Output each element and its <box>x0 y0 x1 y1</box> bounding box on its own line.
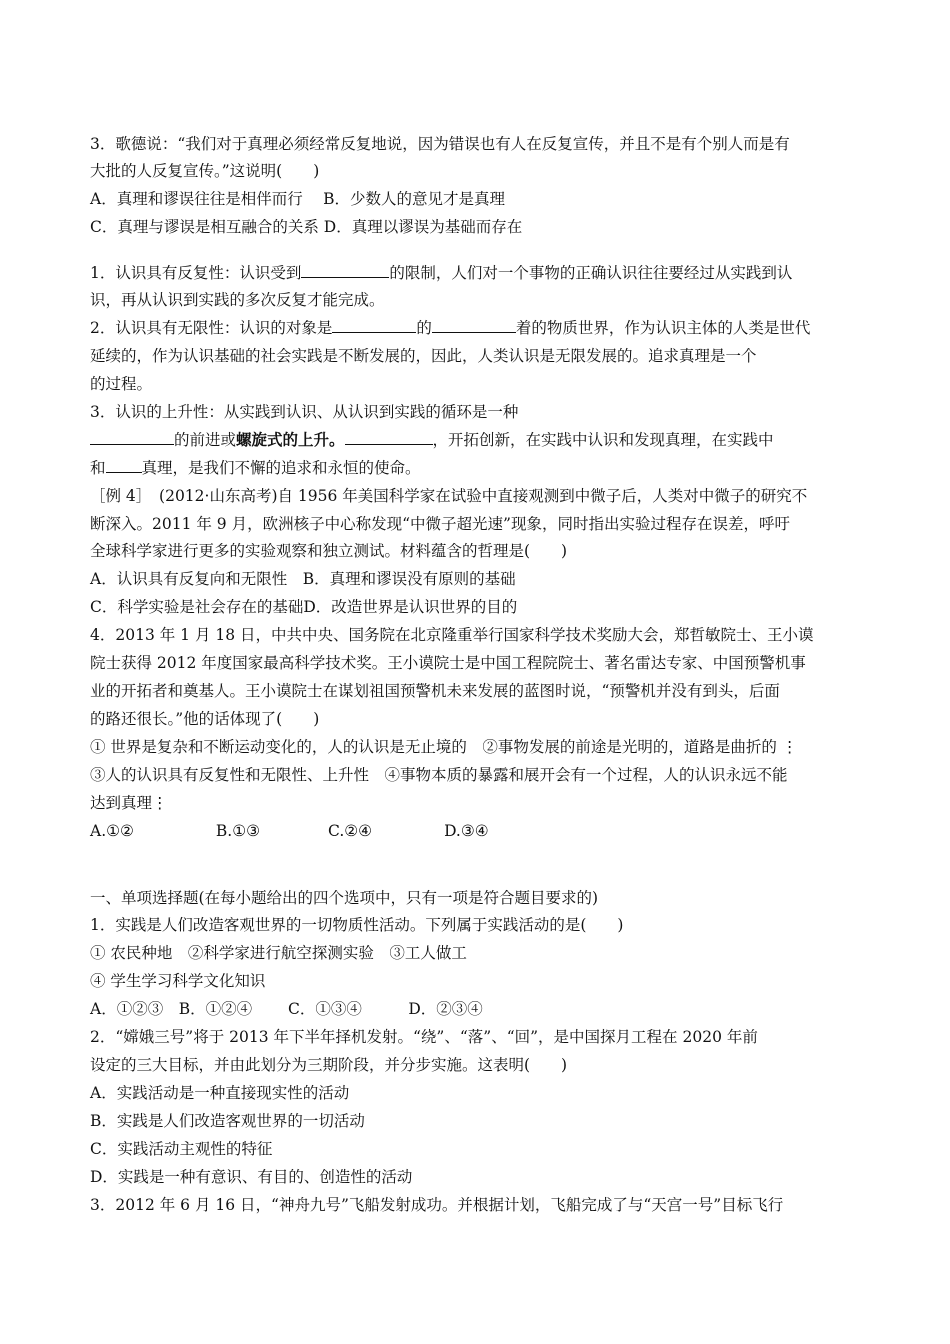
question-4-line-2: 院士获得 2012 年度国家最高科学技术奖。王小谟院士是中国工程院院士、著名雷达专家、中国预警机事 <box>90 654 806 672</box>
choice-d: D.③④ <box>444 822 489 840</box>
practice-question-1-choices: A．①②③ B．①②④ C．①③④ D．②③④ <box>90 1000 483 1018</box>
question-4-line-4: 的路还很长。”他的话体现了( ) <box>90 710 320 728</box>
practice-question-2-option-b: B．实践是人们改造客观世界的一切活动 <box>90 1112 365 1130</box>
practice-question-2-line-1: 2．“嫦娥三号”将于 2013 年下半年择机发射。“绕”、“落”、“回”，是中国探月工程在 2020 年前 <box>90 1028 758 1046</box>
practice-question-2-option-c: C．实践活动主观性的特征 <box>90 1140 273 1158</box>
goethe-options-cd: C．真理与谬误是相互融合的关系 D．真理以谬误为基础而存在 <box>90 218 523 236</box>
goethe-question-line-1: 3．歌德说：“我们对于真理必须经常反复地说，因为错误也有人在反复宣传，并且不是有个别人而是有 <box>90 135 790 153</box>
practice-question-2-option-a: A．实践活动是一种直接现实性的活动 <box>90 1084 350 1102</box>
infinity-line-1: 2．认识具有无限性：认识的对象是 的 着的物质世界，作为认识主体的人类是世代 <box>90 319 811 337</box>
repetition-line-1: 1．认识具有反复性：认识受到 的限制，人们对一个事物的正确认识往往要经过从实践到认 <box>90 264 793 282</box>
ascent-line-3: 和 真理，是我们不懈的追求和永恒的使命。 <box>90 459 421 477</box>
ascent-line-2: 的前进或螺旋式的上升。 ，开拓创新，在实践中认识和发现真理，在实践中 <box>90 430 774 450</box>
goethe-question-line-2: 大批的人反复宣传。”这说明( ) <box>90 162 320 180</box>
practice-question-2-line-2: 设定的三大目标，并由此划分为三期阶段，并分步实施。这表明( ) <box>90 1056 568 1074</box>
infinity-line-2: 延续的，作为认识基础的社会实践是不断发展的，因此，人类认识是无限发展的。追求真理是一个 <box>90 347 757 365</box>
practice-question-1-statements-2: ④ 学生学习科学文化知识 <box>90 972 266 990</box>
example-4-options-ab: A．认识具有反复向和无限性 B．真理和谬误没有原则的基础 <box>90 570 516 588</box>
repetition-line-2: 识，再从认识到实践的多次反复才能完成。 <box>90 291 385 309</box>
section-heading: 一、单项选择题(在每小题给出的四个选项中，只有一项是符合题目要求的) <box>90 889 599 907</box>
question-4-choices <box>90 821 489 841</box>
practice-question-1: 1．实践是人们改造客观世界的一切物质性活动。下列属于实践活动的是( ) <box>90 916 624 934</box>
example-4-line-3: 全球科学家进行更多的实验观察和独立测试。材料蕴含的哲理是( ) <box>90 542 568 560</box>
goethe-options-ab: A．真理和谬误往往是相伴而行 B．少数人的意见才是真理 <box>90 190 506 208</box>
practice-question-1-statements-1: ① 农民种地 ②科学家进行航空探测实验 ③工人做工 <box>90 944 467 962</box>
example-4-options-cd: C．科学实验是社会存在的基础D．改造世界是认识世界的目的 <box>90 598 518 616</box>
question-4-statement-2: ③人的认识具有反复性和无限性、上升性 ④事物本质的暴露和展开会有一个过程，人的认识永远不能 <box>90 766 788 784</box>
practice-question-2-option-d: D．实践是一种有意识、有目的、创造性的活动 <box>90 1168 413 1186</box>
question-4-statement-3: 达到真理⋮ <box>90 794 168 812</box>
choice-c: C.②④ <box>328 822 373 840</box>
choice-a: A.①② <box>90 822 134 840</box>
question-4-statement-1: ① 世界是复杂和不断运动变化的，人的认识是无止境的 ②事物发展的前途是光明的，道路是曲折的 ⋮ <box>90 738 798 756</box>
choice-b: B.①③ <box>215 822 261 840</box>
practice-question-3-line-1: 3．2012 年 6 月 16 日，“神舟九号”飞船发射成功。并根据计划，飞船完成了与“天宫一号”目标飞行 <box>90 1196 784 1214</box>
question-4-line-1: 4．2013 年 1 月 18 日，中共中央、国务院在北京隆重举行国家科学技术奖励大会，郑哲敏院士、王小谟 <box>90 626 814 644</box>
question-4-line-3: 业的开拓者和奠基人。王小谟院士在谋划祖国预警机未来发展的蓝图时说，“预警机并没有到头，后面 <box>90 682 780 700</box>
ascent-line-1: 3．认识的上升性：从实践到认识、从认识到实践的循环是一种 <box>90 403 519 421</box>
example-4-line-2: 断深入。2011 年 9 月，欧洲核子中心称发现“中微子超光速”现象，同时指出实验过程存在误差，呼吁 <box>90 515 790 533</box>
example-4-line-1: ［例 4］ (2012·山东高考)自 1956 年美国科学家在试验中直接观测到中微子后，人类对中微子的研究不 <box>90 487 808 505</box>
infinity-line-3: 的过程。 <box>90 375 153 393</box>
